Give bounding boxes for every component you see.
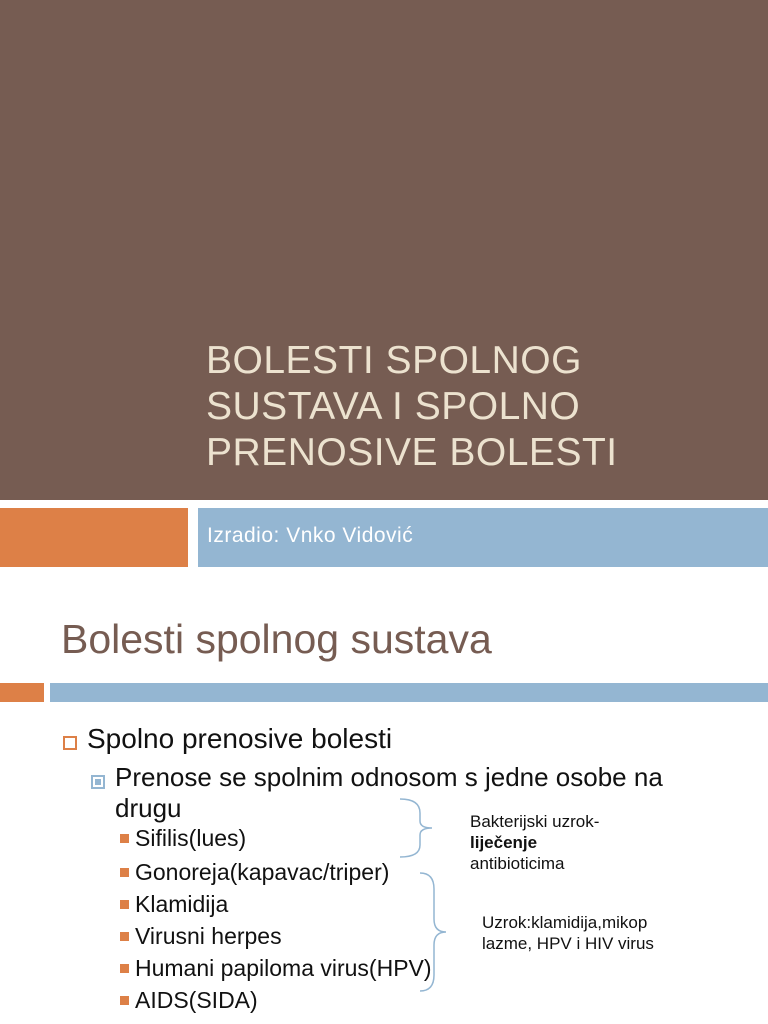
slide-title: BOLESTI SPOLNOG SUSTAVA I SPOLNO PRENOSIVE BOLESTI [206,339,618,474]
right-brace-icon [396,795,440,861]
right-brace-icon [416,869,454,995]
title-underline-orange [0,683,44,702]
list-item: Virusni herpes [135,923,282,949]
content-slide [0,577,768,1024]
note-viral: Uzrok:klamidija,mikop lazme, HPV i HIV virus [482,913,654,953]
bullet-square-icon [91,775,105,789]
slide-subtitle: Izradio: Vnko Vidović [207,524,414,547]
list-level1-item: Spolno prenosive bolesti [87,723,393,754]
accent-bar-orange [0,508,188,567]
list-level2-item: Prenose se spolnim odnosom s jedne osobe na drugu [115,762,663,823]
title-underline-blue [50,683,768,702]
list-item: Sifilis(lues) [135,825,247,851]
list-item: AIDS(SIDA) [135,987,258,1013]
bullet-hollow-icon [63,736,77,750]
list-item: Gonoreja(kapavac/triper) [135,859,390,885]
list-item: Humani papiloma virus(HPV) [135,955,432,981]
list-item: Klamidija [135,891,229,917]
content-slide-title: Bolesti spolnog sustava [61,616,492,662]
note-bacterial: Bakterijski uzrok- liječenje antibioticima [470,812,600,873]
